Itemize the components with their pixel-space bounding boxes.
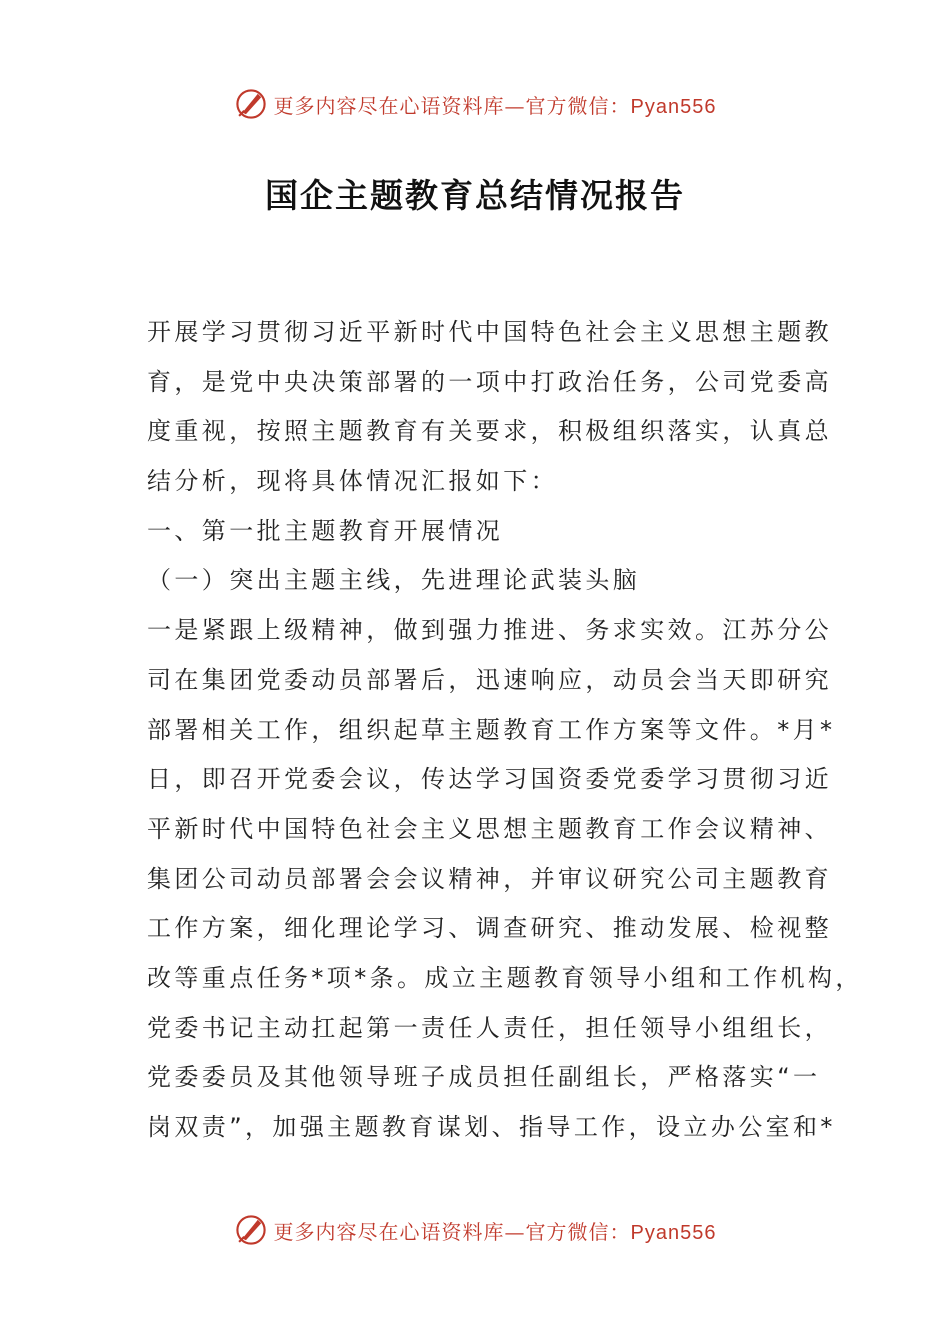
pen-logo-icon — [234, 87, 268, 121]
text-line: 结分析，现将具体情况汇报如下： — [147, 467, 558, 496]
text-line: 党委书记主动扛起第一责任人责任，担任领导小组组长， — [147, 1013, 832, 1042]
text-line: 工作方案，细化理论学习、调查研究、推动发展、检视整 — [147, 914, 832, 943]
header-banner-wechat-id: Pyan556 — [630, 95, 717, 118]
text-line: 部署相关工作，组织起草主题教育工作方案等文件。*月* — [147, 715, 836, 744]
header-banner-text — [274, 90, 717, 119]
text-line: 育，是党中央决策部署的一项中打政治任务，公司党委高 — [147, 367, 832, 396]
text-line: 开展学习贯彻习近平新时代中国特色社会主义思想主题教 — [147, 318, 832, 346]
header-watermark-banner — [0, 84, 950, 124]
text-line: 司在集团党委动员部署后，迅速响应，动员会当天即研究 — [147, 665, 832, 694]
text-line: 一、第一批主题教育开展情况 — [147, 516, 504, 545]
text-line: 岗双责”，加强主题教育谋划、指导工作，设立办公室和* — [147, 1113, 836, 1141]
text-line: 改等重点任务*项*条。成立主题教育领导小组和工作机构， — [147, 963, 863, 992]
text-line: 集团公司动员部署会会议精神，并审议研究公司主题教育 — [147, 864, 832, 893]
pen-logo-icon — [234, 1213, 268, 1247]
text-line: 一是紧跟上级精神，做到强力推进、务求实效。江苏分公 — [147, 616, 832, 645]
footer-banner-wechat-id: Pyan556 — [630, 1221, 717, 1244]
text-line: （一）突出主题主线，先进理论武装头脑 — [147, 566, 641, 595]
footer-banner-text — [274, 1216, 717, 1245]
text-line: 平新时代中国特色社会主义思想主题教育工作会议精神、 — [147, 814, 832, 843]
footer-banner-label: 更多内容尽在心语资料库—官方微信： — [273, 1219, 631, 1244]
text-line: 度重视，按照主题教育有关要求，积极组织落实，认真总 — [147, 417, 832, 446]
text-line: 党委委员及其他领导班子成员担任副组长，严格落实“一 — [147, 1063, 821, 1092]
text-line: 日，即召开党委会议，传达学习国资委党委学习贯彻习近 — [147, 765, 832, 794]
document-body — [147, 308, 863, 1153]
header-banner-label: 更多内容尽在心语资料库—官方微信： — [273, 93, 631, 118]
document-title: 国企主题教育总结情况报告 — [265, 176, 685, 215]
footer-watermark-banner — [0, 1210, 950, 1250]
